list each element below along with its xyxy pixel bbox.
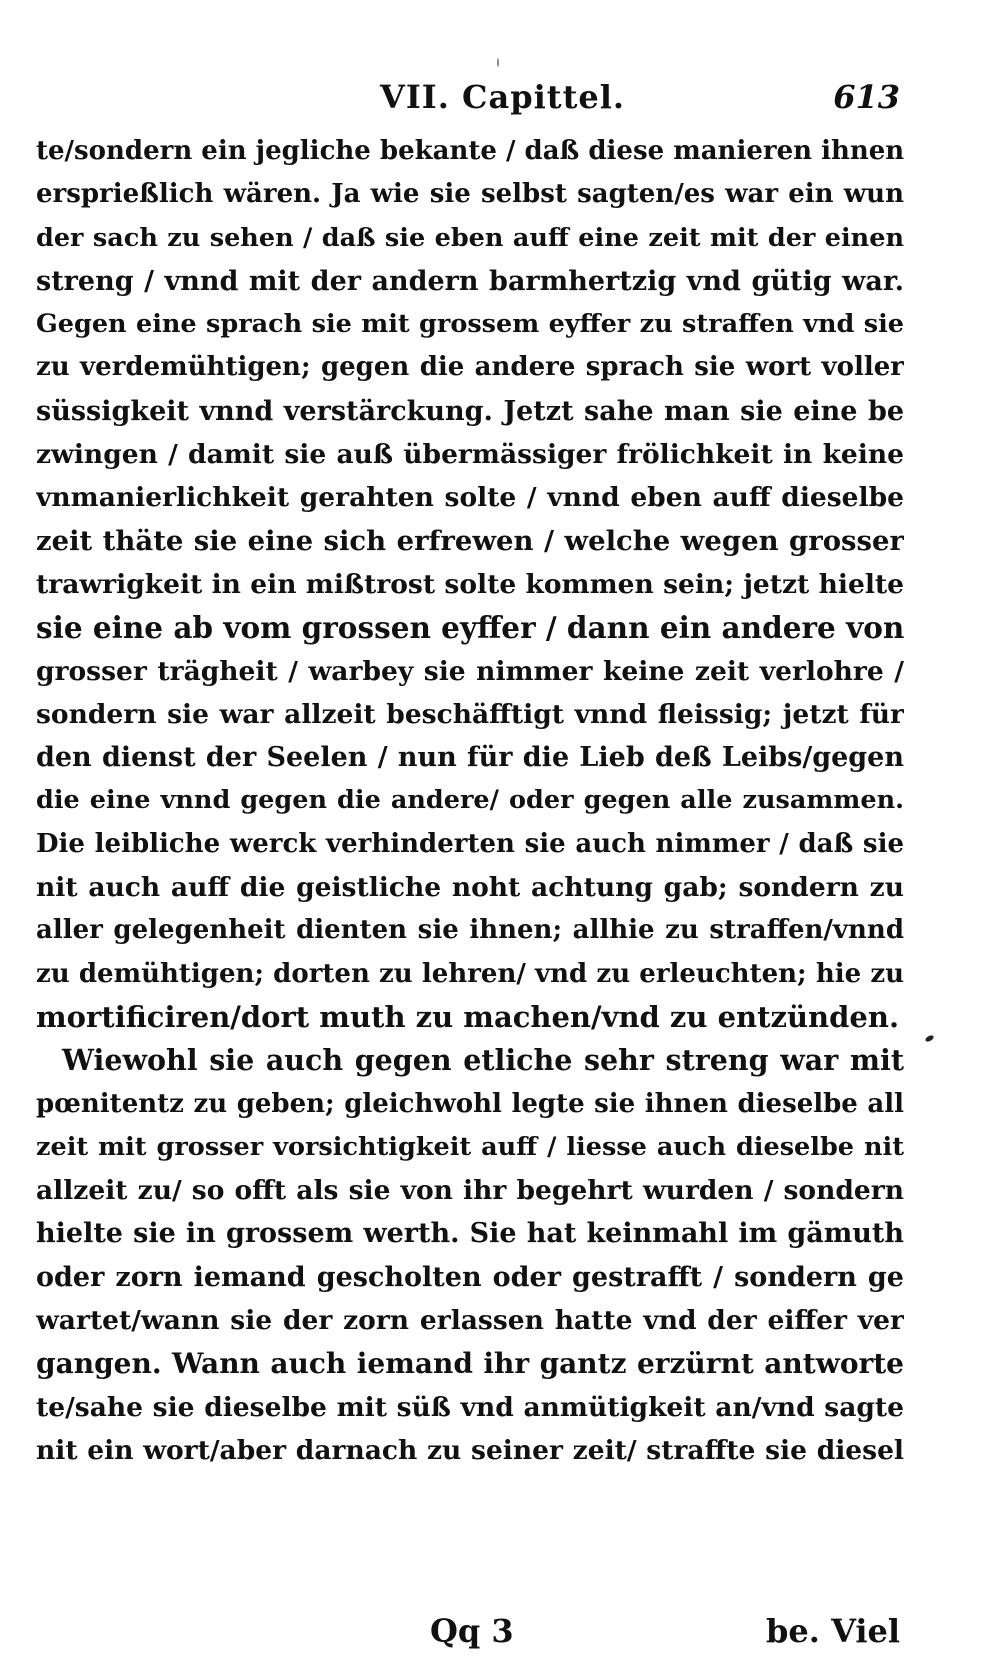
text-line: zeit mit grosser vorsichtigkeit auff / liesse auch dieselbe nit [36, 1131, 904, 1162]
text-line: vnmanierlichkeit gerahten solte / vnnd eben auff dieselbe [36, 482, 904, 514]
body-text [36, 130, 904, 1472]
text-line: nit auch auff die geistliche noht achtung gab; sondern zu [36, 872, 904, 904]
text-line: die eine vnnd gegen die andere/ oder gegen alle zusammen. [36, 785, 904, 816]
text-line: aller gelegenheit dienten sie ihnen; allhie zu straffen/vnnd [36, 915, 904, 946]
text-line: Wiewohl sie auch gegen etliche sehr streng war mit [62, 1043, 904, 1078]
ink-speck [497, 58, 499, 67]
text-line: zeit thäte sie eine sich erfrewen / welche wegen grosser [36, 524, 904, 557]
text-line: mortificiren/dort muth zu machen/vnd zu entzünden. [36, 999, 900, 1034]
text-line: süssigkeit vnnd verstärckung. Jetzt sahe man sie eine be [36, 395, 904, 427]
text-line: pœnitentz zu geben; gleichwohl legte sie ihnen dieselbe all [36, 1088, 904, 1119]
text-line: grosser trägheit / warbey sie nimmer keine zeit verlohre / [36, 655, 904, 687]
page-number: 613 [833, 78, 900, 116]
text-line: den dienst der Seelen / nun für die Lieb deß Leibs/gegen [36, 742, 904, 774]
text-line: te/sondern ein jegliche bekante / daß diese manieren ihnen [36, 136, 904, 166]
text-line: der sach zu sehen / daß sie eben auff eine zeit mit der einen [36, 222, 904, 253]
text-line: sie eine ab vom grossen eyffer / dann ein andere von [36, 610, 904, 646]
text-line: streng / vnnd mit der andern barmhertzig vnd gütig war. [36, 265, 904, 297]
text-line: oder zorn iemand gescholten oder gestrafft / sondern ge [36, 1261, 904, 1293]
text-line: hielte sie in grossem werth. Sie hat keinmahl im gämuth [36, 1218, 904, 1250]
text-line: gangen. Wann auch iemand ihr gantz erzürnt antworte [36, 1347, 904, 1381]
paragraph-1 [36, 130, 904, 1039]
page-header [40, 78, 900, 128]
running-title: VII. Capittel. [380, 78, 625, 116]
paragraph-2 [36, 1039, 904, 1472]
text-line: sondern sie war allzeit beschäfftigt vnnd fleissig; jetzt für [36, 698, 904, 730]
text-line: trawrigkeit in ein mißtrost solte kommen sein; jetzt hielte [36, 568, 904, 600]
text-line: te/sahe sie dieselbe mit süß vnd anmütigkeit an/vnd sagte [36, 1391, 904, 1423]
text-line: allzeit zu/ so offt als sie von ihr begehrt wurden / sondern [36, 1175, 904, 1207]
page-footer [40, 1612, 900, 1662]
ink-speck [924, 1034, 934, 1043]
text-line: ersprießlich wären. Ja wie sie selbst sagten/es war ein wun [36, 179, 904, 210]
text-line: zwingen / damit sie auß übermässiger frölichkeit in keine [36, 439, 904, 471]
text-line: Die leibliche werck verhinderten sie auch nimmer / daß sie [36, 828, 904, 859]
text-line: Gegen eine sprach sie mit grossem eyffer zu straffen vnd sie [36, 309, 904, 340]
catchword: be. Viel [766, 1612, 900, 1650]
text-line: nit ein wort/aber darnach zu seiner zeit/ straffte sie diesel [36, 1434, 904, 1466]
signature-mark: Qq 3 [430, 1612, 514, 1650]
text-line: zu verdemühtigen; gegen die andere sprach sie wort voller [36, 352, 904, 383]
text-line: wartet/wann sie der zorn erlassen hatte vnd der eiffer ver [36, 1305, 904, 1337]
text-line: zu demühtigen; dorten zu lehren/ vnd zu erleuchten; hie zu [36, 958, 904, 989]
